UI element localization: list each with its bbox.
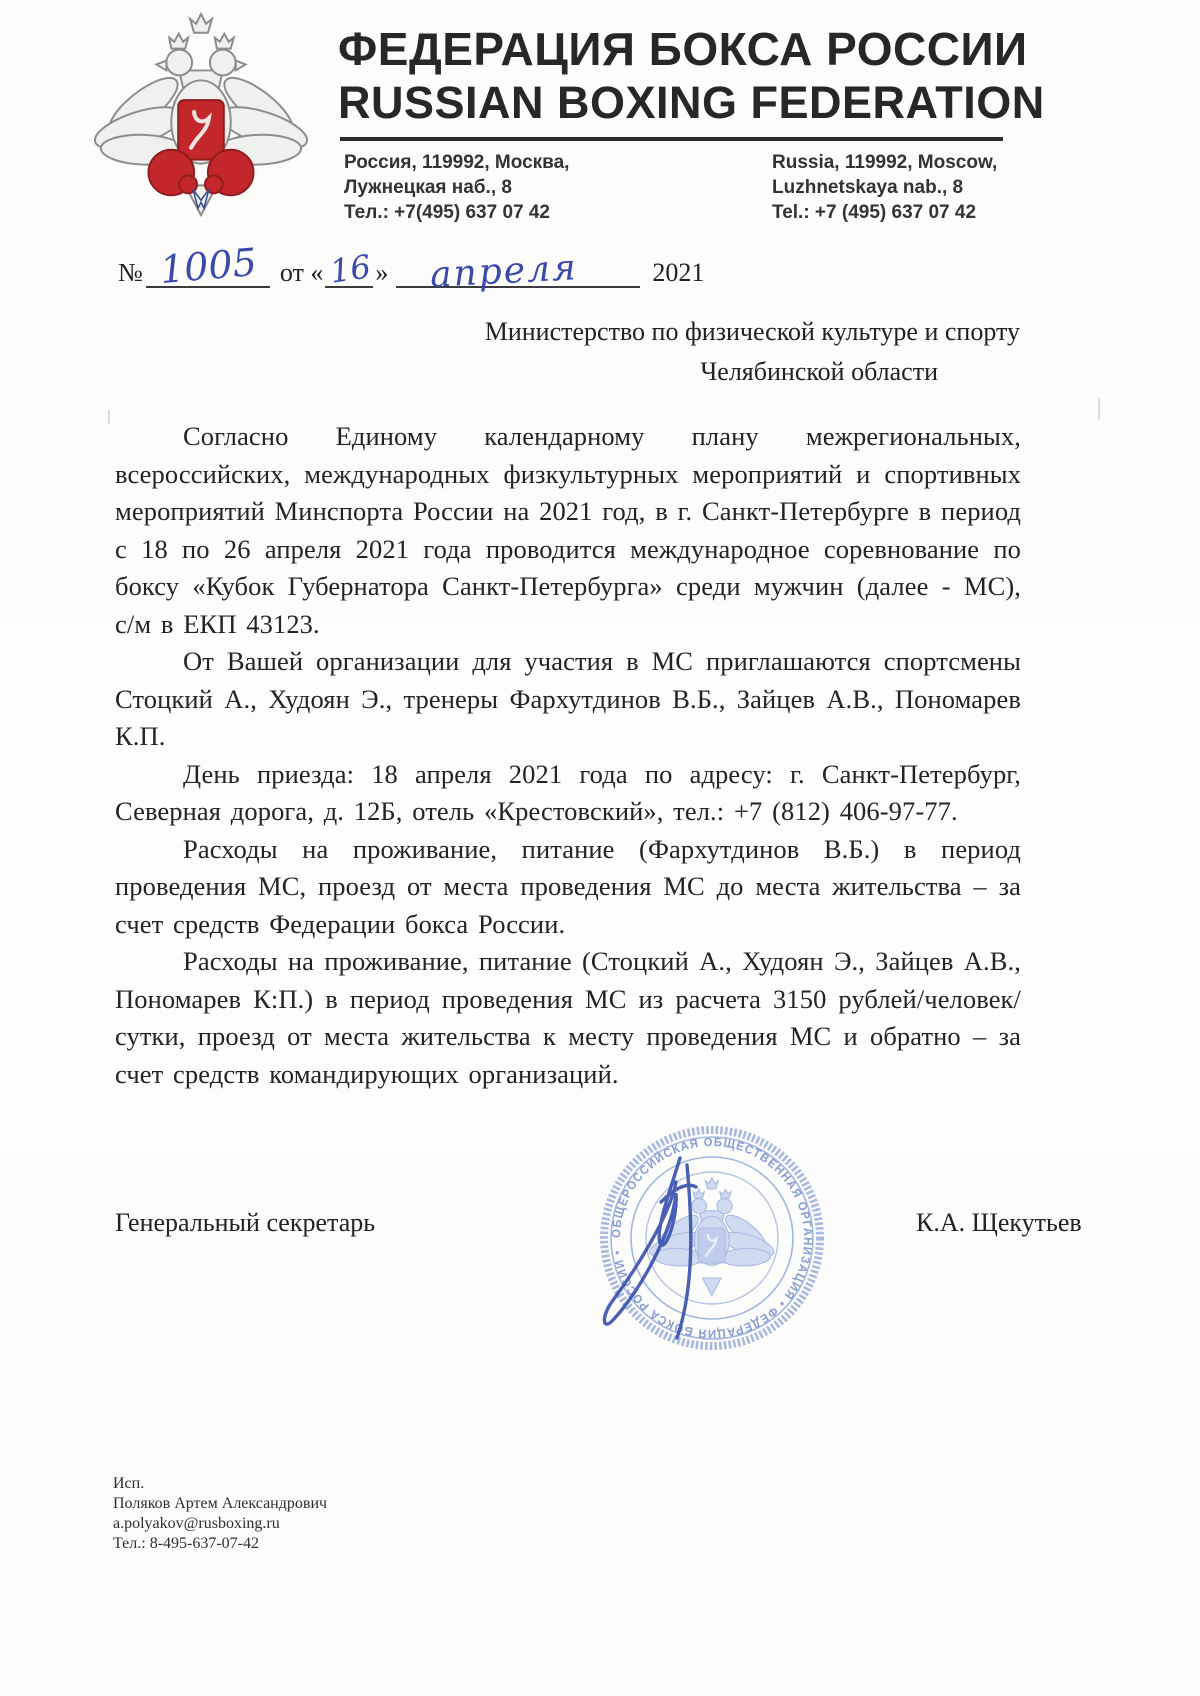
signature-ink-icon — [575, 1090, 865, 1370]
letterhead-titles — [338, 22, 1045, 130]
executor-email: a.polyakov@rusboxing.ru — [113, 1515, 280, 1532]
paragraph-5: Расходы на проживание, питание (Стоцкий А., Худоян Э., Зайцев А.В., Пономарев К:П.) в период проведения МС из расчета 3150 рублей/человек/сутки, проезд от места жительства к месту проведения МС и обратно – за счет средств командирующих организаций. — [115, 946, 1021, 1089]
federation-emblem-icon — [92, 10, 310, 225]
reference-line — [118, 239, 705, 296]
month-blank — [396, 246, 640, 296]
letter-body — [115, 418, 1021, 1093]
address-en-line3: Tel.: +7 (495) 637 07 42 — [772, 202, 977, 223]
executor-phone: Тел.: 8-495-637-07-42 — [113, 1535, 260, 1552]
scan-artifact — [108, 410, 110, 424]
addressee-block — [485, 312, 1020, 392]
paragraph-4: Расходы на проживание, питание (Фархутдинов В.Б.) в период проведения МС, проезд от места проведения МС до места жительства – за счет средств Федерации бокса России. — [115, 833, 1021, 939]
title-en: RUSSIAN BOXING FEDERATION — [338, 77, 1045, 128]
paragraph-1: Согласно Единому календарному плану межрегиональных, всероссийских, международных физкультурных мероприятий и спортивных мероприятий Минспорта России на 2021 год, в г. Санкт-Петербурге в период с 18 по 26 апреля 2021 года проводится международное соревнование по боксу «Кубок Губернатора Санкт-Петербурга» среди мужчин (далее - МС), с/м в ЕКП 43123. — [115, 421, 1021, 639]
signatory-title: Генеральный секретарь — [115, 1208, 376, 1237]
paragraph-2: От Вашей организации для участия в МС приглашаются спортсмены Стоцкий А., Худоян Э., тренеры Фархутдинов В.Б., Зайцев А.В., Пономарев К.П. — [115, 646, 1021, 751]
address-ru-line3: Тел.: +7(495) 637 07 42 — [344, 202, 551, 223]
handwritten-number: 1005 — [158, 239, 259, 293]
address-en-line2: Luzhnetskaya nab., 8 — [772, 177, 964, 198]
year-value: 2021 — [652, 258, 705, 287]
addressee-line2: Челябинской области — [700, 357, 938, 386]
address-ru-line1: Россия, 119992, Москва, — [344, 152, 570, 173]
scan-artifact — [1098, 398, 1100, 420]
paragraph-3: День приезда: 18 апреля 2021 года по адресу: г. Санкт-Петербург, Северная дорога, д. 12Б, отель «Крестовский», тел.: +7 (812) 406-97-77. — [115, 758, 1021, 826]
executor-label: Исп. — [113, 1475, 145, 1492]
day-blank — [325, 246, 374, 291]
signatory-name: К.А. Щекутьев — [916, 1208, 1082, 1237]
title-ru: ФЕДЕРАЦИЯ БОКСА РОССИИ — [338, 23, 1028, 75]
stamp-ring-text: ОБЩЕРОССИЙСКАЯ ОБЩЕСТВЕННАЯ ОРГАНИЗАЦИЯ • ФЕДЕРАЦИЯ БОКСА РОССИИ • — [608, 1134, 816, 1342]
handwritten-day: 16 — [327, 247, 374, 291]
number-label: № — [118, 258, 143, 287]
executor-block — [113, 1474, 327, 1554]
date-close-quote: » — [375, 258, 389, 287]
number-blank — [146, 239, 270, 293]
header-rule — [340, 137, 1003, 141]
address-ru-line2: Лужнецкая наб., 8 — [344, 177, 512, 198]
date-prefix: от « — [279, 258, 324, 287]
executor-name: Поляков Артем Александрович — [113, 1495, 328, 1512]
handwritten-month: апреля — [429, 247, 580, 296]
address-ru — [344, 150, 569, 225]
address-en — [772, 150, 997, 225]
address-en-line1: Russia, 119992, Moscow, — [772, 152, 998, 173]
addressee-line1: Министерство по физической культуре и спорту — [484, 317, 1020, 346]
